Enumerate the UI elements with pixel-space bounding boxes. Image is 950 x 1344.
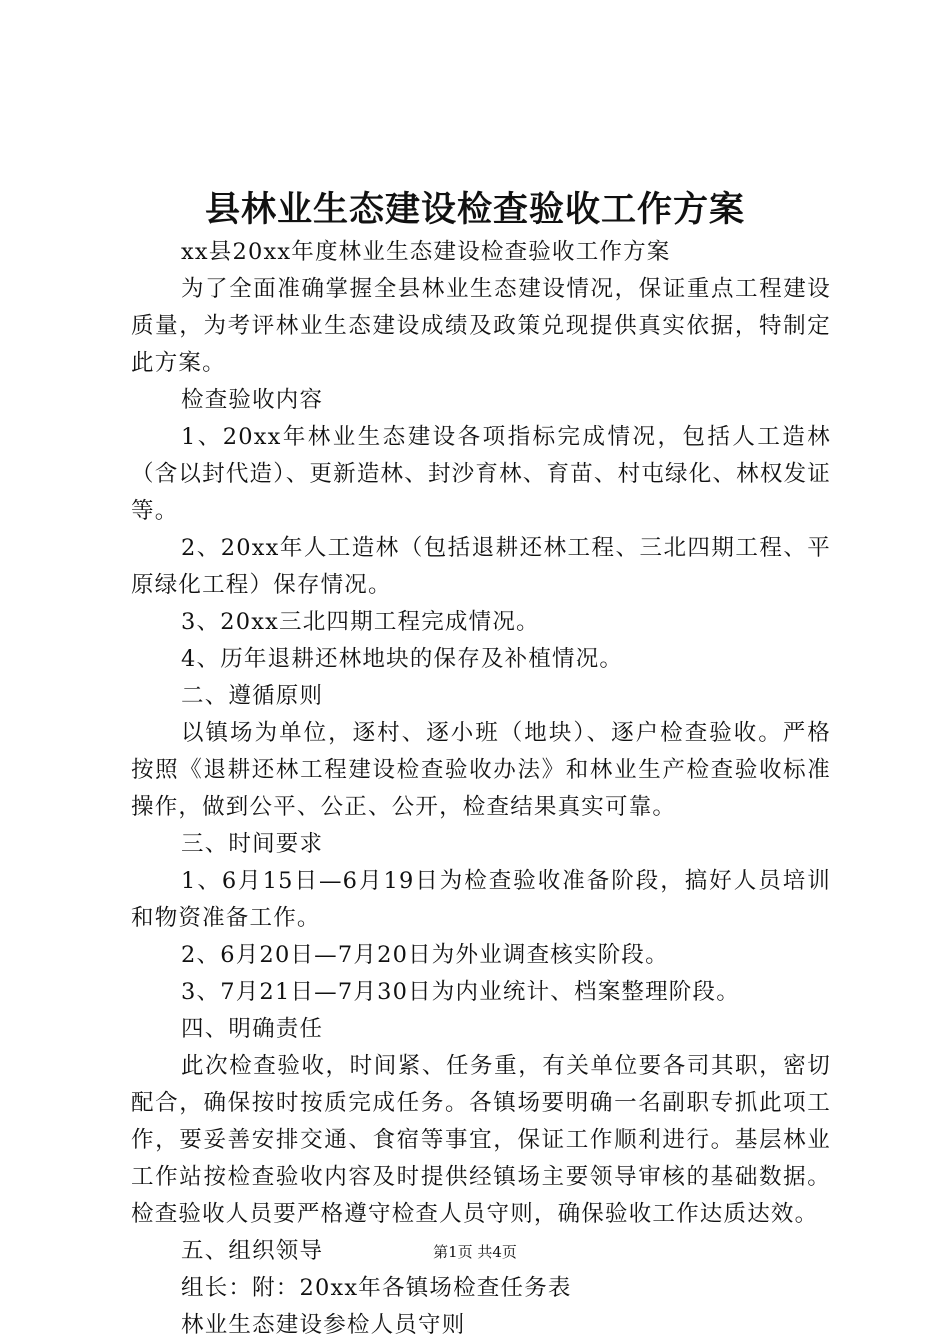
paragraph-leadership: 组长：附：20xx年各镇场检查任务表 — [181, 1275, 572, 1301]
paragraph-content-4: 4、历年退耕还林地块的保存及补植情况。 — [181, 646, 624, 672]
paragraph-content-2: 2、20xx年人工造林（包括退耕还林工程、三北四期工程、平原绿化工程）保存情况。 — [131, 535, 831, 598]
paragraph-principles: 以镇场为单位，逐村、逐小班（地块）、逐户检查验收。严格按照《退耕还林工程建设检查验收办法》和林业生产检查验收标准操作，做到公平、公正、公开，检查结果真实可靠。 — [131, 720, 831, 820]
paragraph-responsibility: 此次检查验收，时间紧、任务重，有关单位要各司其职，密切配合，确保按时按质完成任务。各镇场要明确一名副职专抓此项工作，要妥善安排交通、食宿等事宜，保证工作顺利进行。基层林业工作站按检查验收内容及时提供经镇场主要领导审核的基础数据。检查验收人员要严格遵守检查人员守则，确保验收工作达质达效。 — [131, 1053, 831, 1227]
document-body — [131, 234, 831, 1344]
paragraph-rules: 林业生态建设参检人员守则 — [181, 1312, 466, 1338]
document-title: 县林业生态建设检查验收工作方案 — [204, 189, 745, 230]
paragraph-intro: 为了全面准确掌握全县林业生态建设情况，保证重点工程建设质量，为考评林业生态建设成绩及政策兑现提供真实依据，特制定此方案。 — [131, 276, 831, 376]
section-heading-principles: 二、遵循原则 — [181, 683, 324, 709]
section-heading-responsibility: 四、明确责任 — [181, 1016, 324, 1042]
paragraph-content-1: 1、20xx年林业生态建设各项指标完成情况，包括人工造林（含以封代造）、更新造林、封沙育林、育苗、村屯绿化、林权发证等。 — [131, 424, 831, 524]
paragraph-schedule-2: 2、6月20日—7月20日为外业调查核实阶段。 — [181, 942, 669, 968]
page-footer: 第1页 共4页 — [433, 1243, 517, 1261]
section-heading-content: 检查验收内容 — [181, 387, 324, 413]
paragraph-schedule-3: 3、7月21日—7月30日为内业统计、档案整理阶段。 — [181, 979, 740, 1005]
paragraph-content-3: 3、20xx三北四期工程完成情况。 — [181, 609, 540, 635]
section-heading-schedule: 三、时间要求 — [181, 831, 324, 857]
paragraph-schedule-1: 1、6月15日—6月19日为检查验收准备阶段，搞好人员培训和物资准备工作。 — [131, 868, 831, 931]
section-heading-leadership: 五、组织领导 — [181, 1238, 324, 1264]
paragraph-subtitle: xx县20xx年度林业生态建设检查验收工作方案 — [181, 239, 671, 265]
